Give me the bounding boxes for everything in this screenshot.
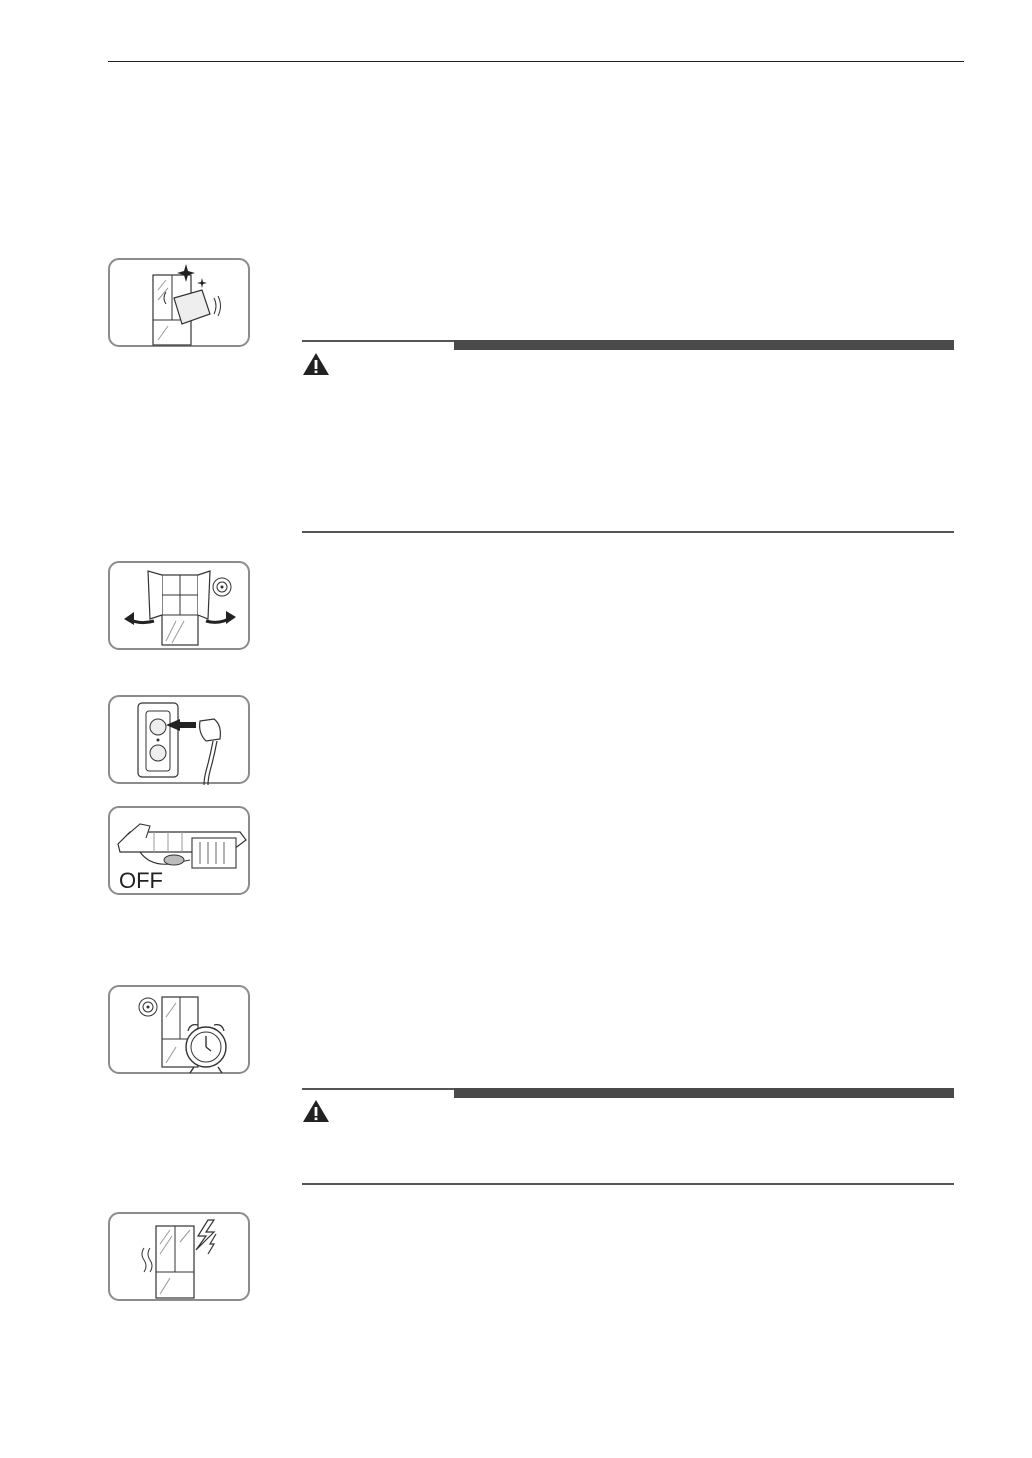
header-rule	[108, 61, 964, 62]
open-doors-airing-icon	[108, 561, 250, 650]
warning-header-rule	[302, 340, 954, 352]
warning-triangle-icon	[302, 352, 330, 376]
off-label: OFF	[119, 868, 163, 893]
warning-triangle-icon	[302, 1099, 330, 1123]
warning-end-rule	[302, 531, 954, 533]
wait-cooling-clock-icon	[108, 985, 250, 1074]
plug-in-outlet-icon	[108, 695, 250, 784]
ice-maker-off-icon	[108, 806, 250, 895]
refrigerator-noise-icon	[108, 1212, 250, 1301]
warning-end-rule	[302, 1183, 954, 1185]
door-cleaning-icon	[108, 258, 250, 347]
warning-header-rule	[302, 1088, 954, 1100]
